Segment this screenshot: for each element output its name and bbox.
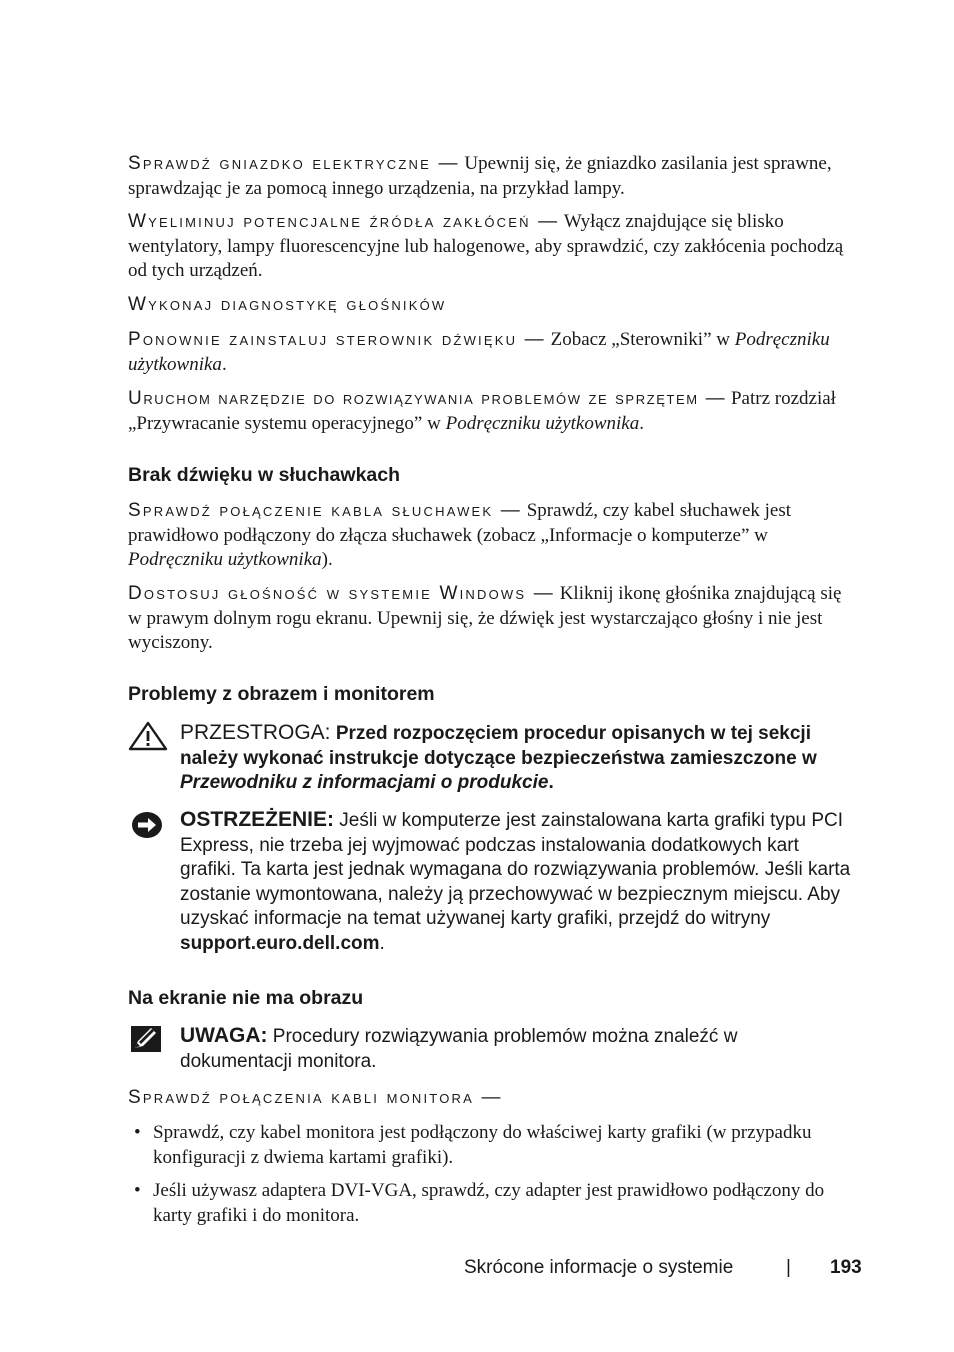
caution-tail: . <box>548 772 554 793</box>
monitor-cables-lead: Sprawdź połączenia kabli monitora — <box>128 1087 503 1108</box>
caution-body <box>180 721 854 796</box>
reinstall-driver-ref: Podręczniku użytkownika <box>128 329 830 375</box>
footer-title: Skrócone informacje o systemie <box>464 1257 734 1278</box>
uwaga-note <box>128 1024 854 1078</box>
warning-triangle-icon <box>128 721 168 756</box>
note-pencil-icon <box>131 1026 161 1057</box>
troubleshooter-ref: Podręczniku użytkownika <box>445 412 640 434</box>
bullet-marker: • <box>134 1180 141 1201</box>
eliminate-interference-text: Wyłącz znajdujące się blisko wentylatory, lampy fluorescencyjne lub halogenowe, aby sprawdzić, czy zakłócenia pochodzą od tych urządzeń. <box>128 211 844 281</box>
notice-label: OSTRZEŻENIE: <box>180 808 335 831</box>
headphone-cable-paragraph <box>128 499 854 573</box>
windows-volume-text: Kliknij ikonę głośnika znajdującą się w prawym dolnym rogu ekranu. Upewnij się, że dźwięk jest wystarczająco głośny i nie jest wyciszony. <box>128 583 842 653</box>
caution-ref: Przewodniku z informacjami o produkcie <box>180 772 549 793</box>
check-outlet-paragraph <box>128 152 854 201</box>
caution-label: PRZESTROGA: <box>180 721 331 744</box>
bullet-text: Sprawdź, czy kabel monitora jest podłączony do właściwej karty grafiki (w przypadku konfiguracji z dwiema kartami grafiki). <box>153 1122 812 1168</box>
troubleshooter-paragraph <box>128 387 854 436</box>
noimage-heading: Na ekranie nie ma obrazu <box>128 987 364 1009</box>
notice-circle-icon <box>130 810 164 845</box>
footer-separator: | <box>786 1257 791 1278</box>
check-outlet-lead: Sprawdź gniazdko elektryczne — <box>128 153 460 174</box>
speaker-diagnostics-lead: Wykonaj diagnostykę głośników <box>128 294 447 315</box>
list-item <box>128 1179 854 1229</box>
notice-note <box>128 808 854 958</box>
headphone-cable-ref: Podręczniku użytkownika <box>128 549 322 570</box>
list-item <box>128 1121 854 1171</box>
support-link[interactable]: support.euro.dell.com <box>180 932 380 954</box>
uwaga-body <box>180 1024 854 1074</box>
eliminate-interference-paragraph <box>128 210 854 284</box>
page-number: 193 <box>830 1257 862 1278</box>
troubleshooter-lead: Uruchom narzędzie do rozwiązywania problemów ze sprzętem — <box>128 388 727 409</box>
uwaga-label: UWAGA: <box>180 1024 268 1047</box>
uwaga-text: Procedury rozwiązywania problemów można znaleźć w dokumentacji monitora. <box>180 1026 738 1072</box>
notice-tail: . <box>379 932 385 954</box>
display-heading: Problemy z obrazem i monitorem <box>128 683 435 705</box>
check-outlet-text: Upewnij się, że gniazdko zasilania jest sprawne, sprawdzając je za pomocą innego urządzenia, na przykład lampy. <box>128 153 832 199</box>
bullet-marker: • <box>134 1122 141 1143</box>
reinstall-driver-text: Zobacz „Sterowniki” w <box>550 329 730 350</box>
bullet-text: Jeśli używasz adaptera DVI-VGA, sprawdź, czy adapter jest prawidłowo podłączony do karty grafiki i do monitora. <box>153 1180 825 1226</box>
headphone-cable-tail: ). <box>321 549 333 570</box>
reinstall-driver-paragraph <box>128 328 854 377</box>
monitor-cables-paragraph <box>128 1086 854 1111</box>
headphone-cable-text: Sprawdź, czy kabel słuchawek jest prawidłowo podłączony do złącza słuchawek (zobacz „Informacje o komputerze” w <box>128 500 792 546</box>
speaker-diagnostics-paragraph <box>128 293 854 318</box>
windows-volume-paragraph <box>128 582 854 656</box>
notice-text: Jeśli w komputerze jest zainstalowana karta grafiki typu PCI Express, nie trzeba jej wyjmować podczas instalowania dodatkowych kart grafiki. Ta karta jest jednak wymagana do rozwiązywania problemów. Jeśli karta zostanie wymontowana, należy ją przechowywać w bezpiecznym miejscu. Aby uzyskać informacje na temat używanej karty grafiki, przejdź do witryny <box>180 810 851 929</box>
caution-note <box>128 721 854 801</box>
headphones-heading: Brak dźwięku w słuchawkach <box>128 464 401 486</box>
troubleshooter-tail: . <box>639 412 644 434</box>
reinstall-driver-lead: Ponownie zainstaluj sterownik dźwięku — <box>128 329 546 350</box>
eliminate-interference-lead: Wyeliminuj potencjalne źródła zakłóceń — <box>128 211 560 232</box>
windows-volume-lead: Dostosuj głośność w systemie Windows — <box>128 583 555 604</box>
notice-body <box>180 808 854 956</box>
headphone-cable-lead: Sprawdź połączenie kabla słuchawek — <box>128 500 522 521</box>
caution-text: Przed rozpoczęciem procedur opisanych w tej sekcji należy wykonać instrukcje dotyczące bezpieczeństwa zamieszczone w <box>180 723 817 769</box>
troubleshooter-text: Patrz rozdział „Przywracanie systemu operacyjnego” w <box>128 388 836 434</box>
reinstall-driver-tail: . <box>221 353 227 375</box>
